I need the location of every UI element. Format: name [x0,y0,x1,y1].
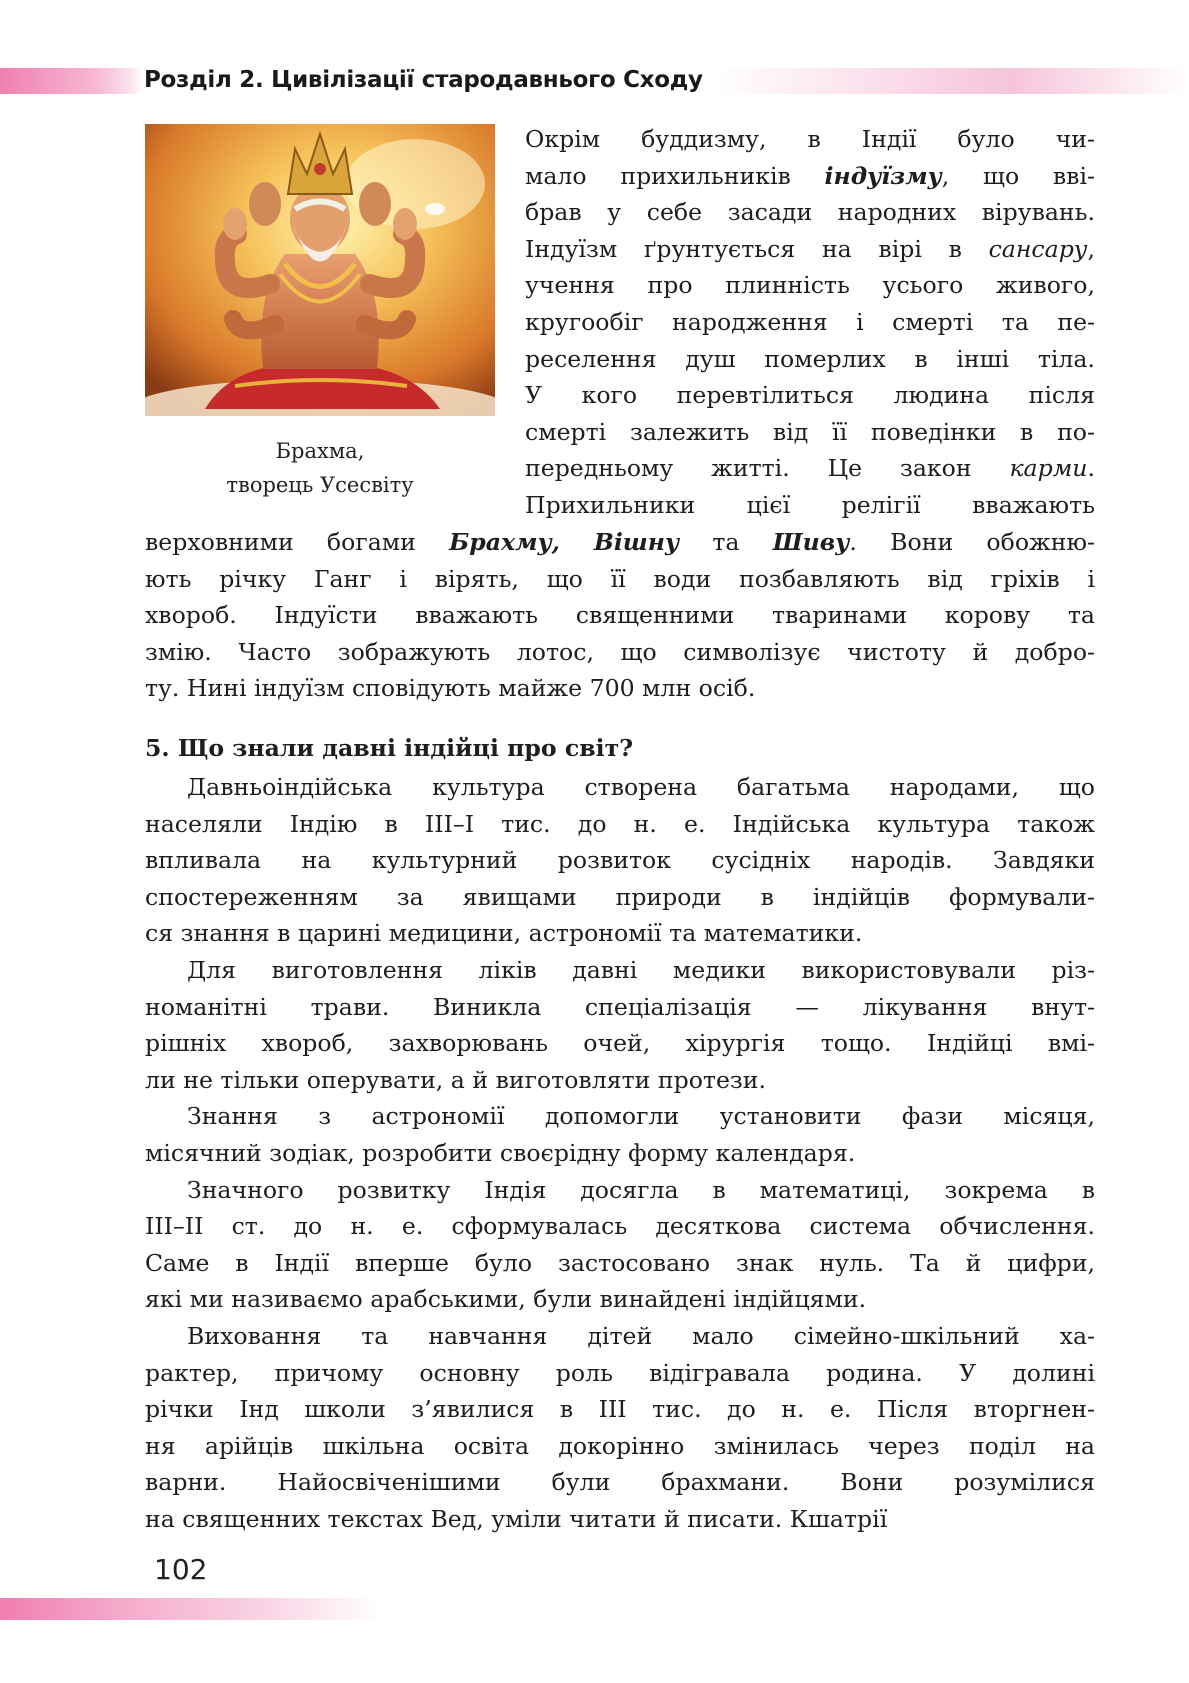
text-line [525,487,1095,524]
text-run: впливала на культурний розвиток сусідніх народів. Завдяки [145,846,1095,875]
text-run: ють річку Ганг і вірять, що її води позбавляють від гріхів і [145,564,1095,593]
text-line [145,1464,1095,1501]
section-heading: 5. Що знали давні індійці про світ? [145,734,634,762]
text-line [145,1501,1095,1538]
text-run: учення про плинність усього живого, [525,271,1095,300]
emphasized-term: Брахму, Вішну [449,528,680,556]
text-run: кругообіг народження і смерті та пе- [525,307,1095,336]
paragraph-hinduism-intro [525,121,1095,524]
text-run: Для виготовлення ліків давні медики використовували різ- [187,955,1095,984]
text-run: смерті залежить від її поведінки в по- [525,417,1095,446]
text-run: . [1087,454,1095,483]
text-line [145,670,1095,707]
text-line [145,1428,1095,1465]
text-line [145,1172,1095,1209]
text-run: Прихильники цієї релігії вважають [525,490,1095,519]
paragraph-hinduism-continued [145,524,1095,707]
text-line [145,1281,1095,1318]
text-run: місячний зодіак, розробити своєрідну форму календаря. [145,1138,856,1167]
text-line [145,915,1095,952]
text-line [145,1208,1095,1245]
text-line [145,597,1095,634]
text-line [525,231,1095,268]
text-line [145,1391,1095,1428]
text-run: Саме в Індії вперше було застосовано знак нуль. Та й цифри, [145,1248,1095,1277]
text-run: У кого перевтілиться людина після [525,381,1095,410]
text-line [145,634,1095,671]
text-line [525,304,1095,341]
text-run: брав у себе засади народних вірувань. [525,198,1095,227]
text-line [145,1025,1095,1062]
emphasized-term: Шиву [772,528,850,556]
text-run: ту. Нині індуїзм сповідують майже 700 млн осіб. [145,674,756,703]
text-line [525,450,1095,487]
text-run: хвороб. Індуїсти вважають священними тваринами корову та [145,601,1095,630]
text-run: Давньоіндійська культура створена багатьма народами, що [187,773,1095,801]
text-run: та [679,528,773,556]
text-line [145,989,1095,1026]
text-run: , [1087,234,1095,263]
text-run: варни. Найосвіченішими були брахмани. Вони розумілися [145,1468,1095,1497]
text-run: . Вони обожню- [849,528,1095,556]
text-line [525,341,1095,378]
text-run: ся знання в царині медицини, астрономії та математики. [145,919,863,948]
text-run: номанітні трави. Виникла спеціалізація — лікування внут- [145,992,1095,1021]
text-line [145,1135,1095,1172]
text-line [145,842,1095,879]
text-line [145,879,1095,916]
text-run: ли не тільки оперувати, а й виготовляти протези. [145,1065,767,1094]
text-run: ня арійців шкільна освіта докорінно змінилась через поділ на [145,1431,1095,1460]
text-run: Значного розвитку Індія досягла в математиці, зокрема в [187,1175,1095,1204]
figure-caption [145,434,495,502]
text-run: рішніх хвороб, захворювань очей, хірургія тощо. Індійці вмі- [145,1029,1095,1058]
text-line [145,1098,1095,1135]
text-line [525,158,1095,195]
text-run: Виховання та навчання дітей мало сімейно-шкільний ха- [187,1321,1095,1350]
text-line [525,377,1095,414]
emphasized-term: карми [1009,454,1088,483]
text-line [145,806,1095,843]
text-run: на священних текстах Вед, уміли читати й писати. Кшатрії [145,1504,888,1533]
text-line [525,194,1095,231]
text-run: спостереженням за явищами природи в індійців формували- [145,882,1095,911]
chapter-header: Розділ 2. Цивілізації стародавнього Сходу [140,64,713,96]
text-run: Окрім буддизму, в Індії було чи- [525,125,1095,153]
text-run: мало прихильників [525,161,825,190]
text-line [525,414,1095,451]
footer-band [0,1598,1189,1620]
text-run: Знання з астрономії допомогли установити фази місяця, [187,1102,1095,1131]
caption-line: творець Усесвіту [226,473,414,497]
text-line [145,1062,1095,1099]
text-line [145,561,1095,598]
text-line [525,121,1095,158]
text-run: верховними богами [145,528,450,556]
text-line [145,1245,1095,1282]
text-line [145,1355,1095,1392]
text-line [525,267,1095,304]
page-number: 102 [154,1553,208,1586]
section-body-text [145,769,1095,1537]
caption-line: Брахма, [275,439,365,463]
text-run: населяли Індію в ІІІ–І тис. до н. е. Індійська культура також [145,809,1095,838]
text-line [145,952,1095,989]
text-run: ІІІ–ІІ ст. до н. е. сформувалась десяткова система обчислення. [145,1212,1095,1241]
text-run: змію. Часто зображують лотос, що символізує чистоту й добро- [145,637,1095,666]
text-line [145,1318,1095,1355]
text-run: Індуїзм ґрунтується на вірі в [525,234,989,263]
text-run: річки Інд школи з’явилися в ІІІ тис. до н. е. Після вторгнен- [145,1395,1095,1424]
text-run: які ми називаємо арабськими, були винайдені індійцями. [145,1285,867,1314]
emphasized-term: індуїзму [824,161,942,190]
text-run: , що вві- [941,161,1095,190]
brahma-illustration [145,124,495,416]
text-run: передньому житті. Це закон [525,454,1010,483]
text-run: реселення душ померлих в інші тіла. [525,344,1095,373]
text-run: рактер, причому основну роль відігравала родина. У долині [145,1358,1095,1387]
text-line [145,769,1095,806]
text-line [145,524,1095,561]
emphasized-term: сансару [988,234,1088,263]
